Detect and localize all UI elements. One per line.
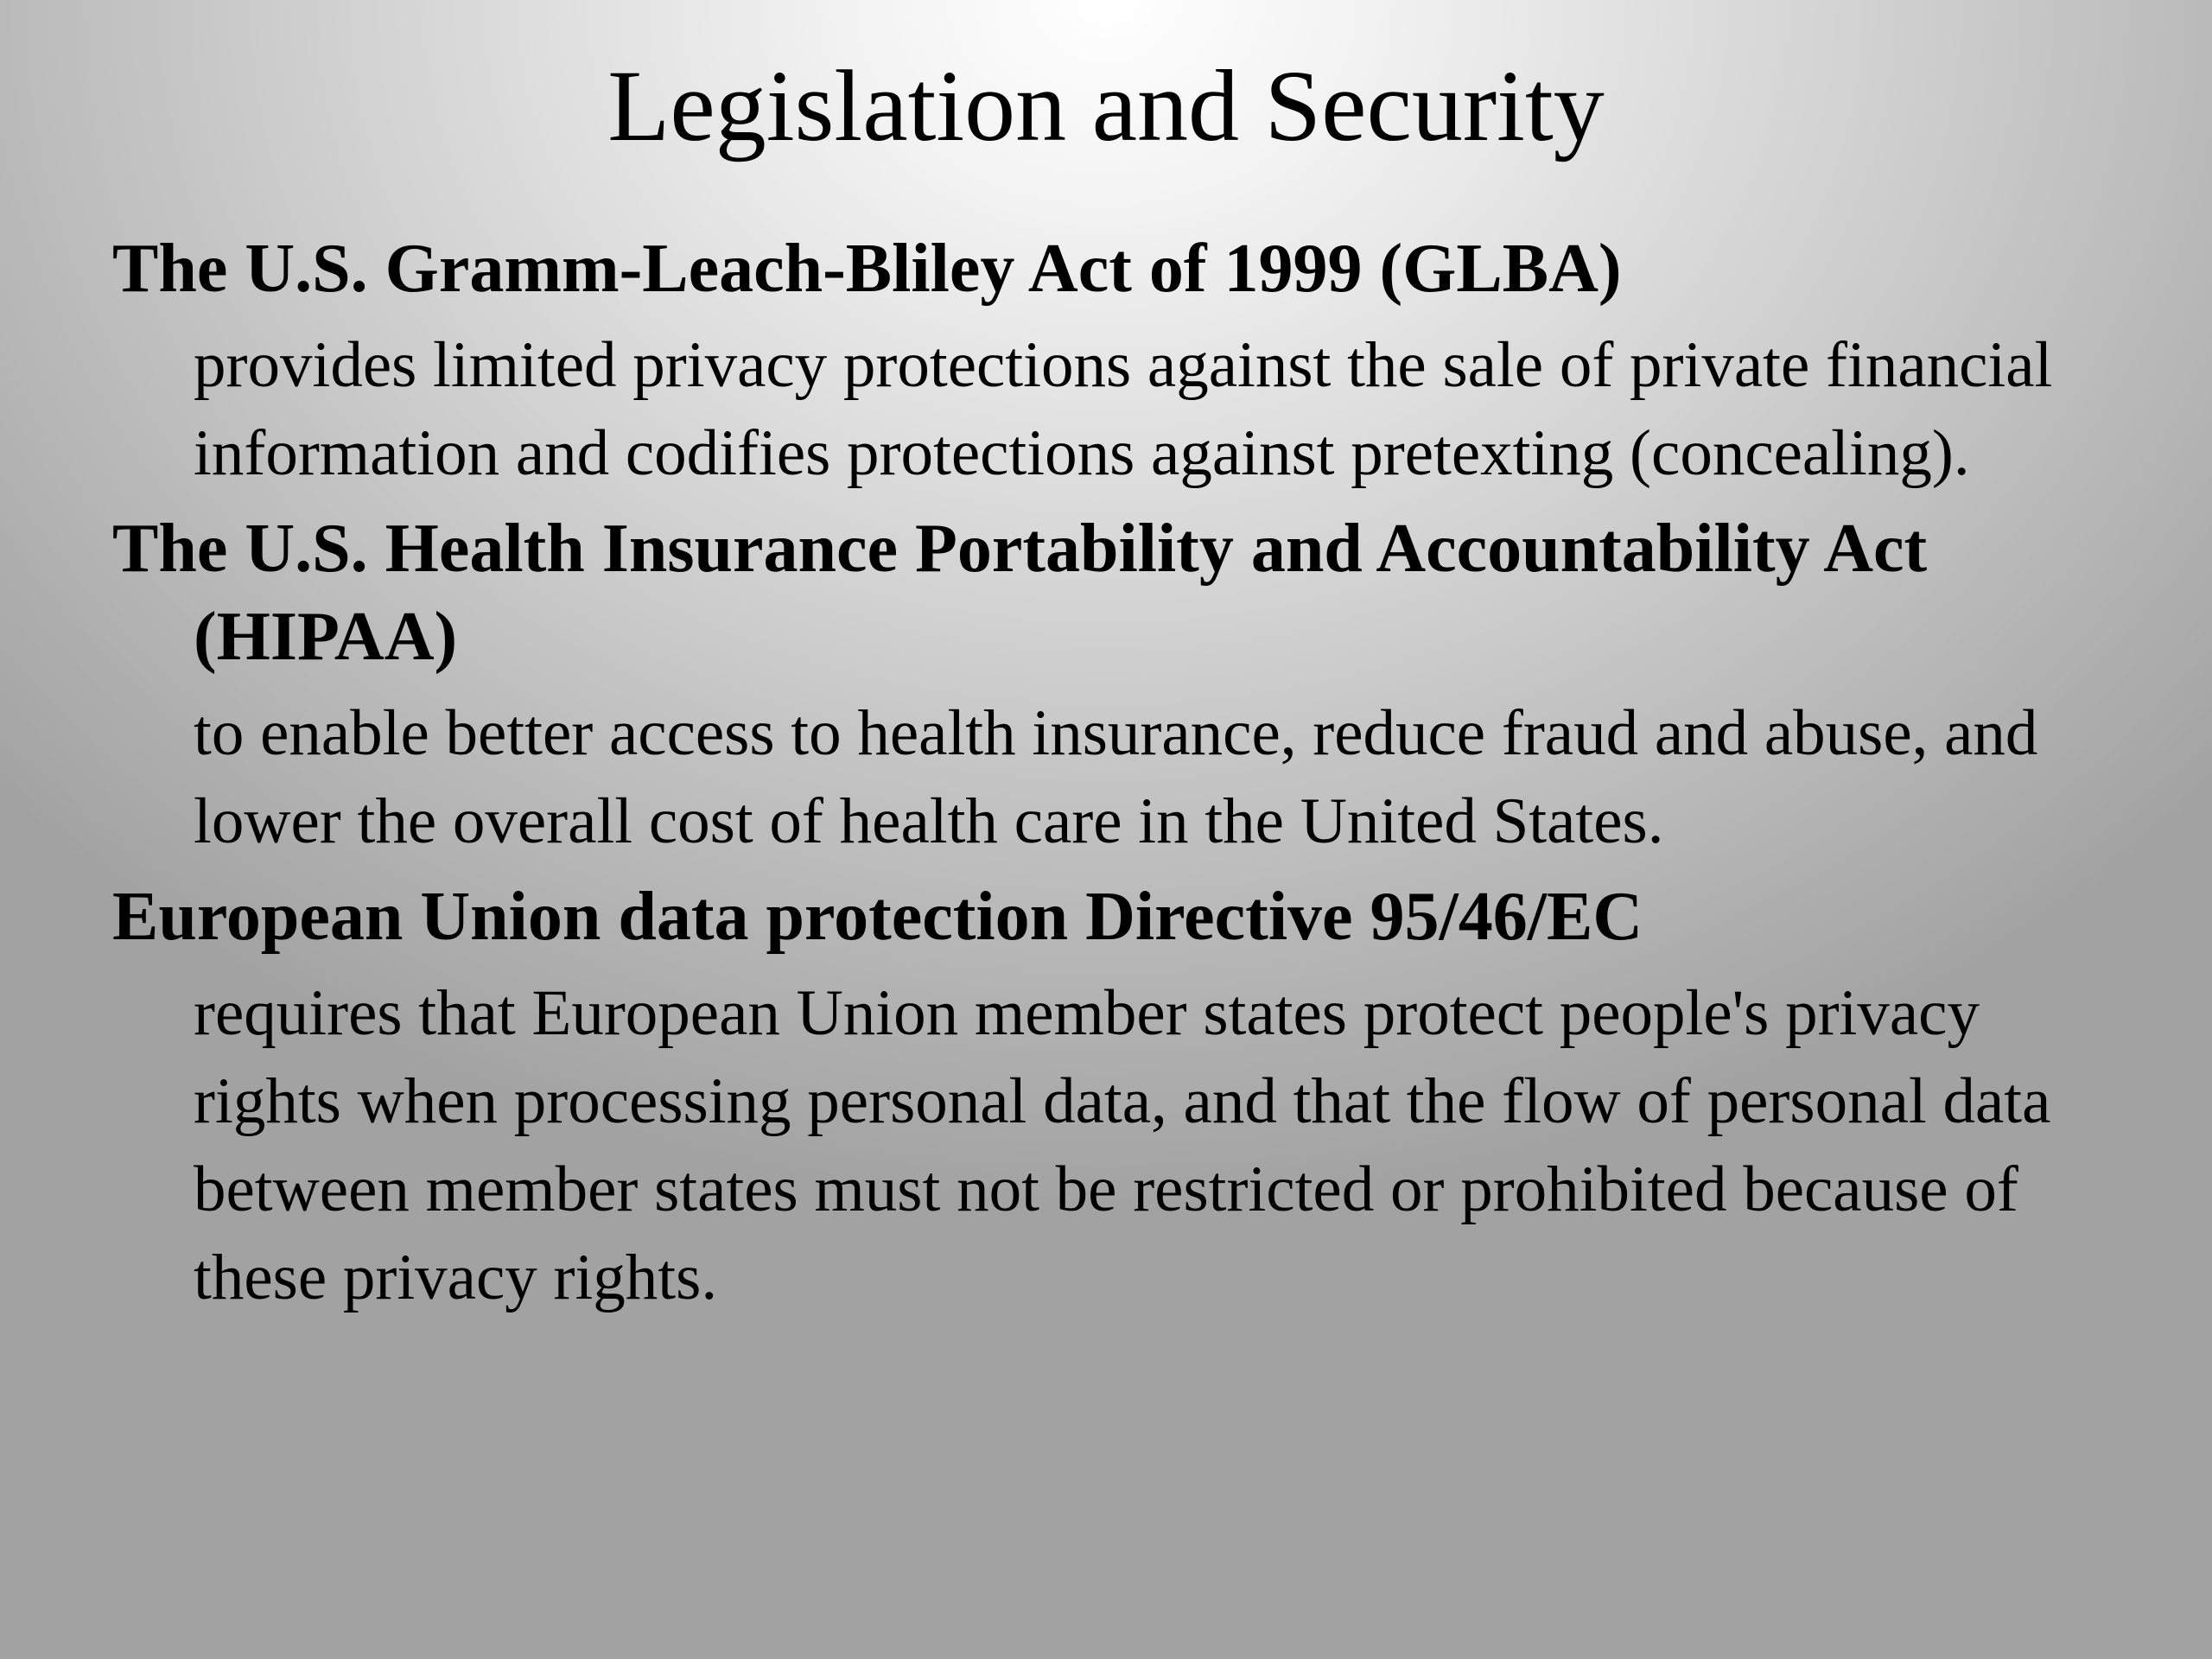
item-description: requires that European Union member states protect people's privacy rights when processing personal data, and that the flow of personal data between member states must not be restricted or prohibited because of these privacy rights. [194,977,2051,1313]
list-item-hipaa [112,505,2100,866]
slide-title: Legislation and Security [607,49,1605,162]
item-heading: The U.S. Health Insurance Portability and Accountability Act (HIPAA) [112,511,1928,675]
legislation-list [112,225,2100,1329]
item-heading: European Union data protection Directive 95/46/EC [112,879,1643,955]
item-heading: The U.S. Gramm-Leach-Bliley Act of 1999 (GLBA) [112,231,1622,307]
item-description: to enable better access to health insurance, reduce fraud and abuse, and lower the overall cost of health care in the United States. [194,697,2038,857]
item-description: provides limited privacy protections against the sale of private financial information and codifies protections against pretexting (concealing). [194,329,2053,489]
list-item-eu-directive [112,873,2100,1322]
list-item-glba [112,225,2100,498]
